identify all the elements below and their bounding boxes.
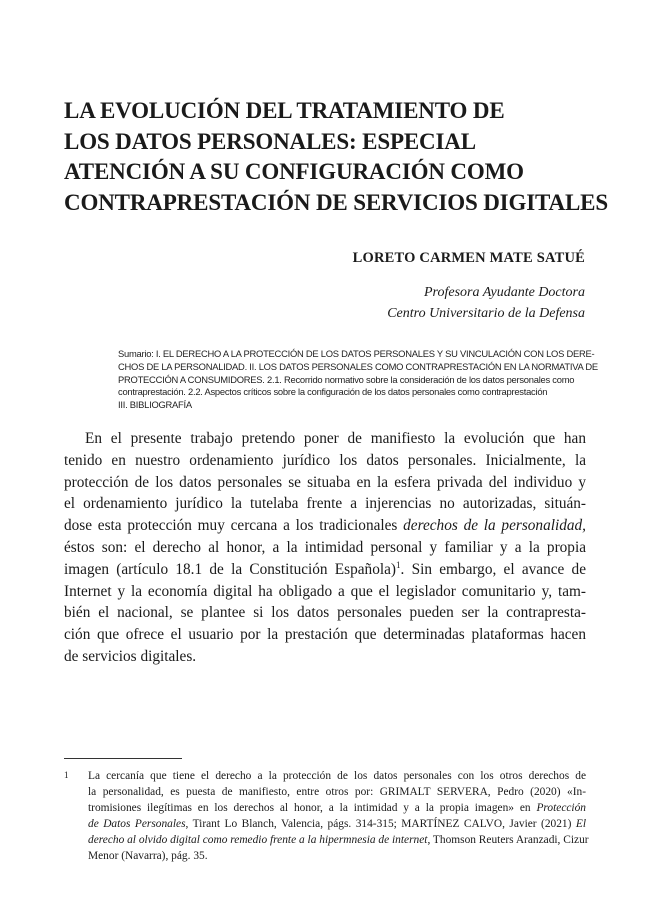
footnote-line: La cercanía que tiene el derecho a la protección de los datos personales con los otros derechos de	[88, 770, 586, 782]
footnote-line	[88, 800, 586, 816]
footnote-italic: de Datos Personales	[88, 818, 186, 831]
body-line: el ordenamiento jurídico la tutelaba frente a injerencias no autorizadas, situán-	[64, 495, 586, 513]
footnote-line	[88, 832, 589, 848]
summary-line: contraprestación. 2.2. Aspectos críticos sobre la configuración de los datos personales como contraprestación	[118, 386, 548, 398]
summary-line: Sumario: I. EL DERECHO A LA PROTECCIÓN DE LOS DATOS PERSONALES Y SU VINCULACIÓN CON LOS DERE-	[118, 348, 595, 359]
footnote-text	[88, 768, 589, 865]
author-affiliation	[387, 282, 585, 324]
body-line: En el presente trabajo pretendo poner de manifiesto la evolución que han	[85, 430, 586, 447]
footnote-segment: tromisiones ilegítimas en los derechos al honor, a la intimidad y a la propia imagen» en	[88, 802, 537, 815]
footnote-separator	[64, 758, 182, 759]
footnote-italic: El	[575, 818, 586, 831]
summary-line: PROTECCIÓN A CONSUMIDORES. 2.1. Recorrido normativo sobre la consideración de los datos personales como	[118, 373, 575, 385]
title-line: LOS DATOS PERSONALES: ESPECIAL	[64, 128, 476, 154]
footnote-number: 1	[64, 770, 69, 780]
emphasis-text: derechos de la personalidad,	[403, 517, 586, 535]
footnote-italic: Protección	[536, 802, 586, 815]
body-text: dose esta protección muy cercana a los tradicionales	[64, 517, 404, 535]
summary-line: CHOS DE LA PERSONALIDAD. II. LOS DATOS PERSONALES COMO CONTRAPRESTACIÓN EN LA NORMATIVA DE	[118, 360, 598, 372]
summary-block	[118, 348, 598, 412]
body-line: Internet y la economía digital ha obligado a que el legislador comunitario y, tam-	[64, 582, 586, 600]
body-text: . Sin embargo, el avance de	[400, 560, 586, 578]
body-line: ción que ofrece el usuario por la prestación que determinadas plataformas hacen	[64, 626, 586, 644]
title-line: LA EVOLUCIÓN DEL TRATAMIENTO DE	[64, 98, 505, 123]
summary-line: III. BIBLIOGRAFÍA	[118, 399, 192, 411]
body-line: protección de los datos personales se situaba en la esfera privada del individuo y	[64, 473, 586, 491]
body-line: éstos son: el derecho al honor, a la intimidad personal y familiar y a la propia	[64, 538, 586, 556]
footnote-line	[88, 816, 586, 832]
affiliation-position: Profesora Ayudante Doctora	[424, 285, 585, 300]
title-line: CONTRAPRESTACIÓN DE SERVICIOS DIGITALES	[64, 189, 608, 215]
body-paragraph	[64, 428, 586, 668]
body-line: bién el nacional, se plantee si los datos personales pueden ser la contrapresta-	[64, 604, 586, 622]
affiliation-institution: Centro Universitario de la Defensa	[387, 306, 585, 321]
body-line: tenido en nuestro ordenamiento jurídico los datos personales. Inicialmente, la	[64, 451, 586, 469]
title-line: ATENCIÓN A SU CONFIGURACIÓN COMO	[64, 159, 524, 184]
chapter-title	[64, 96, 608, 218]
body-line	[64, 515, 586, 537]
footnote-reference[interactable]: 1	[395, 559, 401, 570]
footnote-segment: , Tirant Lo Blanch, Valencia, págs. 314-315; MARTÍNEZ CALVO, Javier (2021)	[185, 818, 576, 831]
footnote-italic: derecho al olvido digital como remedio frente a la hipermnesia de internet	[88, 834, 428, 847]
footnote-segment: , Thomson Reuters Aranzadi, Cizur	[427, 834, 589, 847]
body-text: imagen (artículo 18.1 de la Constitución Española)	[64, 560, 396, 578]
body-line	[64, 559, 586, 581]
footnote-line: la personalidad, es puesta de manifiesto, entre otros por: GRIMALT SERVERA, Pedro (2020) «In-	[88, 786, 586, 799]
body-line: de servicios digitales.	[64, 647, 197, 665]
author-name: LORETO CARMEN MATE SATUÉ	[352, 250, 585, 266]
footnote-line: Menor (Navarra), pág. 35.	[88, 850, 208, 863]
footnote	[64, 768, 589, 865]
